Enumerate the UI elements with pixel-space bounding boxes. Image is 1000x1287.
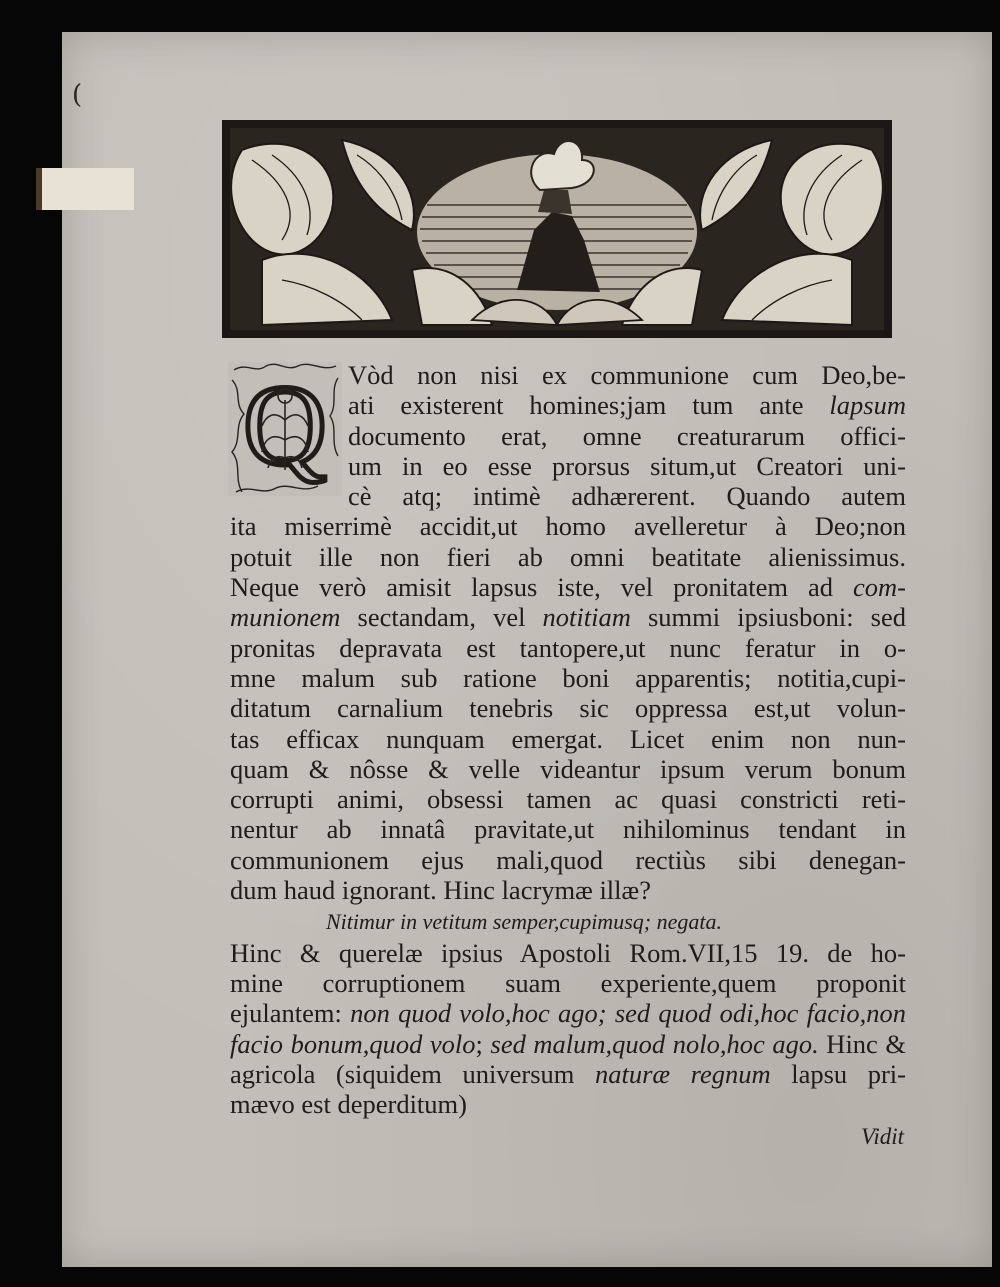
text-run: um in eo esse prorsus situm,ut Creatori uni- <box>348 450 906 481</box>
italic-run: notitiam <box>542 602 631 633</box>
text-line <box>230 998 906 1028</box>
text-line <box>230 875 906 905</box>
paper-tab <box>36 168 134 210</box>
text-run: tas efficax nunquam emergat. Licet enim non nun- <box>230 723 906 754</box>
decorated-initial <box>226 360 344 498</box>
text-line <box>230 663 906 693</box>
italic-run: munionem <box>230 602 341 633</box>
text-line <box>230 693 906 723</box>
text-run: nentur ab innatâ pravitate,ut nihilominus tendant in <box>230 814 906 845</box>
text-run: Vòd non nisi ex communione cum Deo,be- <box>348 360 906 390</box>
verse-quotation: Nitimur in vetitum semper,cupimusq; negata. <box>326 909 722 935</box>
text-run: summi ipsiusboni: sed <box>630 602 906 633</box>
text-run: corrupti animi, obsessi tamen ac quasi constricti reti- <box>230 784 906 815</box>
text-run: ita miserrimè accidit,ut homo avelleretur à Deo;non <box>230 511 906 542</box>
catchword: Vidit <box>860 1124 904 1149</box>
italic-run: naturæ regnum <box>594 1058 771 1089</box>
text-run: Hinc & <box>818 1028 907 1059</box>
text-run: ditatum carnalium tenebris sic oppressa est,ut volun- <box>230 693 906 724</box>
text-run: documento erat, omne creaturarum offici- <box>348 420 906 451</box>
text-run: communionem ejus mali,quod rectiùs sibi denegan- <box>230 844 906 875</box>
italic-run: com- <box>853 572 906 603</box>
text-line <box>230 572 906 602</box>
text-run: pronitas depravata est tantopere,ut nunc feratur in o- <box>230 632 906 663</box>
text-run: ; <box>475 1028 491 1059</box>
text-run: potuit ille non fieri ab omni beatitate alienissimus. <box>230 541 906 572</box>
text-line <box>230 1029 906 1059</box>
text-run: dum haud ignorant. Hinc lacrymæ illæ? <box>230 875 651 906</box>
text-run: lapsu pri- <box>770 1058 906 1089</box>
italic-run: non quod volo,hoc ago; sed quod odi,hoc facio,non <box>350 998 906 1029</box>
text-run: cè atq; intimè adhærerent. Quando autem <box>348 481 906 512</box>
text-run: agricola (siquidem universum <box>230 1058 595 1089</box>
text-run: mine corruptionem suam experiente,quem proponit <box>230 967 906 998</box>
paragraph-second <box>230 938 906 1120</box>
text-run: Neque verò amisit lapsus iste, vel pronitatem ad <box>230 572 854 603</box>
text-line <box>230 602 906 632</box>
text-line <box>230 633 906 663</box>
text-line <box>230 542 906 572</box>
text-run: ati existerent homines;jam tum ante <box>348 390 830 421</box>
woodcut-headpiece <box>222 120 892 338</box>
text-run: sectandam, vel <box>340 602 543 633</box>
text-line <box>230 968 906 998</box>
text-line <box>230 814 906 844</box>
italic-run: facio bonum,quod volo <box>230 1028 476 1059</box>
dropcap-letter: Q <box>243 362 327 490</box>
text-line <box>230 1059 906 1089</box>
text-line <box>230 845 906 875</box>
text-run: ejulantem: <box>230 998 351 1029</box>
margin-mark: ( <box>72 80 83 110</box>
text-line <box>230 784 906 814</box>
text-line <box>230 724 906 754</box>
text-line <box>230 1089 906 1119</box>
body-text <box>230 360 906 1119</box>
italic-run: lapsum <box>829 390 906 421</box>
text-line <box>230 511 906 541</box>
italic-run: sed malum,quod nolo,hoc ago. <box>490 1028 819 1059</box>
text-run: Hinc & querelæ ipsius Apostoli Rom.VII,15 19. de ho- <box>230 937 906 968</box>
text-run: mævo est deperditum) <box>230 1089 467 1120</box>
text-run: quam & nôsse & velle videantur ipsum verum bonum <box>230 753 906 784</box>
text-line <box>230 754 906 784</box>
text-run: mne malum sub ratione boni apparentis; notitia,cupi- <box>230 662 906 693</box>
text-line <box>230 938 906 968</box>
